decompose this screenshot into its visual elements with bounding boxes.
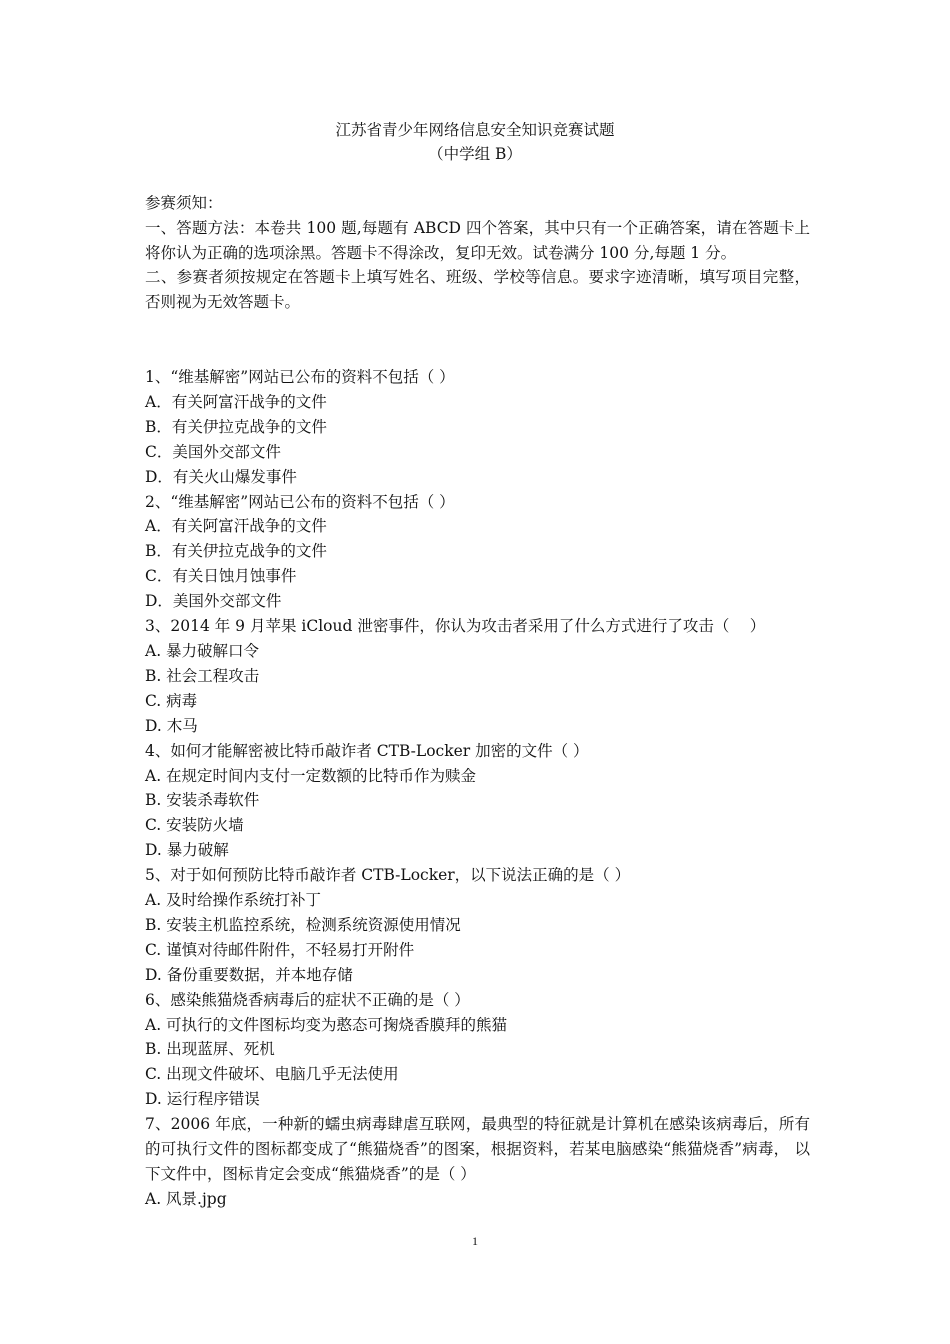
option-c: C. 出现文件破坏、电脑几乎无法使用 — [145, 1065, 399, 1084]
question-stem: 7、2006 年底，一种新的蠕虫病毒肆虐互联网，最典型的特征就是计算机在感染该病毒后，所有的可执行文件的图标都变成了“熊猫烧香”的图案，根据资料，若某电脑感染“熊猫烧香”病毒， 以下文件中，图标肯定会变成“熊猫烧香”的是（ ） — [145, 1115, 810, 1183]
notice-line: 一、答题方法：本卷共 100 题,每题有 ABCD 四个答案，其中只有一个正确答案，请在答题卡上将你认为正确的选项涂黑。答题卡不得涂改，复印无效。试卷满分 100 分,每题 1 分。 — [145, 218, 810, 262]
option-list — [145, 390, 810, 490]
question-2 — [145, 490, 810, 615]
question-7 — [145, 1112, 810, 1212]
question-stem: 6、感染熊猫烧香病毒后的症状不正确的是（ ） — [145, 990, 470, 1009]
option-d: D. 运行程序错误 — [145, 1090, 260, 1109]
question-stem: 5、对于如何预防比特币敲诈者 CTB-Locker，以下说法正确的是（ ） — [145, 866, 631, 885]
option-c: C. 安装防火墙 — [145, 816, 244, 835]
option-list — [145, 888, 810, 988]
option-d: D. 暴力破解 — [145, 841, 229, 860]
notice-heading: 参赛须知： — [145, 194, 223, 212]
option-list — [145, 1013, 810, 1113]
option-a: A．有关阿富汗战争的文件 — [145, 517, 327, 536]
option-b: B．有关伊拉克战争的文件 — [145, 417, 327, 436]
option-list — [145, 764, 810, 864]
option-b: B．有关伊拉克战争的文件 — [145, 542, 327, 561]
question-3 — [145, 614, 810, 739]
option-d: D．美国外交部文件 — [145, 592, 282, 611]
question-1 — [145, 365, 810, 490]
question-stem: 4、如何才能解密被比特币敲诈者 CTB-Locker 加密的文件（ ） — [145, 741, 589, 760]
option-a: A. 在规定时间内支付一定数额的比特币作为赎金 — [145, 766, 477, 785]
document-title: 江苏省青少年网络信息安全知识竞赛试题 — [335, 121, 615, 139]
question-stem: 2、“维基解密”网站已公布的资料不包括（ ） — [145, 492, 455, 511]
document-subtitle: （中学组 B） — [428, 145, 522, 163]
option-d: D．有关火山爆发事件 — [145, 467, 297, 486]
option-a: A. 风景.jpg — [145, 1189, 227, 1208]
option-list — [145, 514, 810, 614]
option-a: A．有关阿富汗战争的文件 — [145, 392, 327, 411]
option-c: C. 谨慎对待邮件附件，不轻易打开附件 — [145, 940, 415, 959]
notice-line: 二、参赛者须按规定在答题卡上填写姓名、班级、学校等信息。要求字迹清晰，填写项目完整，否则视为无效答题卡。 — [145, 268, 810, 312]
option-b: B. 社会工程攻击 — [145, 666, 260, 685]
option-b: B. 安装杀毒软件 — [145, 791, 260, 810]
option-b: B. 安装主机监控系统，检测系统资源使用情况 — [145, 915, 461, 934]
option-b: B. 出现蓝屏、死机 — [145, 1040, 275, 1059]
question-stem: 1、“维基解密”网站已公布的资料不包括（ ） — [145, 368, 455, 386]
option-a: A. 可执行的文件图标均变为憨态可掬烧香膜拜的熊猫 — [145, 1015, 508, 1034]
option-d: D. 备份重要数据，并本地存储 — [145, 965, 353, 984]
question-4 — [145, 739, 810, 864]
page-number: 1 — [472, 1234, 478, 1248]
question-6 — [145, 988, 810, 1113]
option-c: C．有关日蚀月蚀事件 — [145, 567, 297, 586]
notice-section — [145, 191, 810, 315]
option-a: A. 暴力破解口令 — [145, 641, 260, 660]
option-d: D. 木马 — [145, 716, 198, 735]
option-list — [145, 639, 810, 739]
option-c: C．美国外交部文件 — [145, 442, 281, 461]
question-list — [145, 365, 810, 1212]
question-stem: 3、2014 年 9 月苹果 iCloud 泄密事件，你认为攻击者采用了什么方式进行了攻击（ ） — [145, 617, 766, 636]
option-a: A. 及时给操作系统打补丁 — [145, 891, 322, 910]
option-list — [145, 1187, 810, 1212]
question-5 — [145, 863, 810, 988]
option-c: C. 病毒 — [145, 691, 198, 710]
